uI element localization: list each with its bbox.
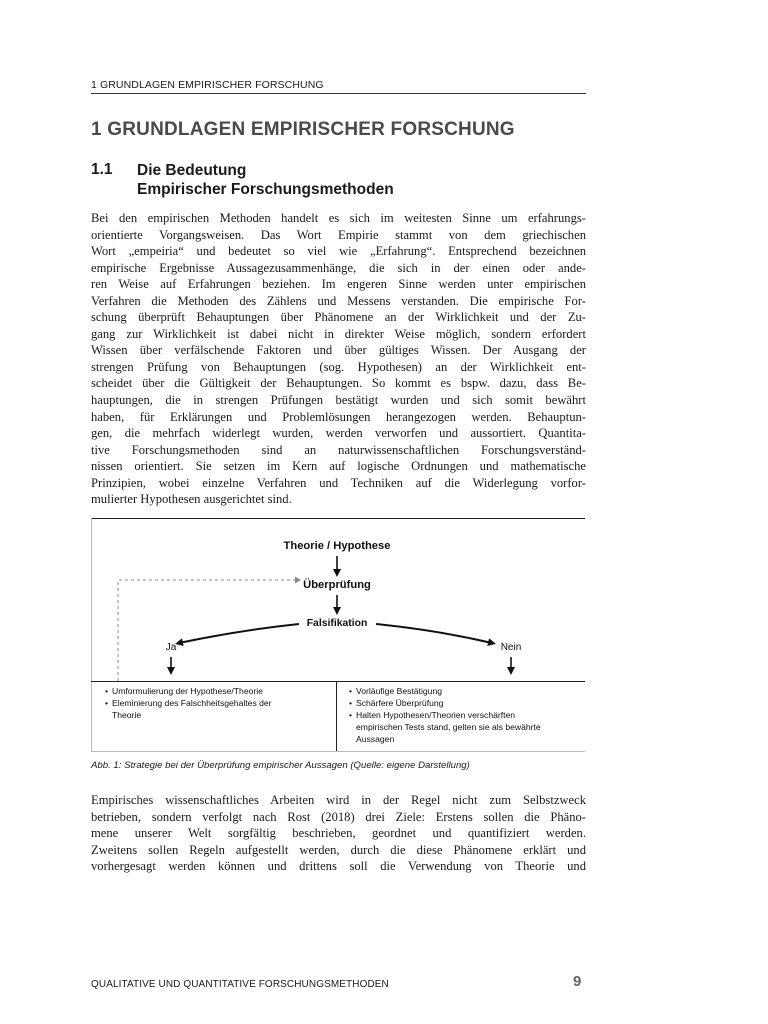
paragraph-line: nissen orientiert. Sie setzen im Kern auf logische Ordnungen und mathematische <box>91 459 586 474</box>
paragraph-line: betrieben, sondern verfolgt nach Rost (2018) drei Ziele: Erstens sollen die Phäno- <box>91 809 586 824</box>
paragraph-line: Prinzipien, wobei einzelne Verfahren und Techniken auf die Widerlegung vorfor- <box>91 475 586 490</box>
label-yes: Ja <box>165 642 177 653</box>
left-bullet-list <box>105 686 272 720</box>
running-header: 1 GRUNDLAGEN EMPIRISCHER FORSCHUNG <box>91 79 324 91</box>
paragraph-1 <box>91 210 586 508</box>
bullet-text: Eleminierung des Falschheitsgehaltes der <box>112 698 272 708</box>
node-theory-hypothesis: Theorie / Hypothese <box>283 540 391 552</box>
arrow-to-yes <box>179 624 299 643</box>
feedback-loop-dashed <box>118 580 295 681</box>
paragraph-line: empirische Ergebnisse Aussagezusammenhänge, die sich in der einen oder ande- <box>91 260 586 275</box>
section-title-line-2: Empirischer Forschungsmethoden <box>137 181 394 198</box>
header-rule <box>91 93 586 94</box>
bullet-text: Umformulierung der Hypothese/Theorie <box>112 686 263 696</box>
paragraph-line: strengen Prüfung von Behauptungen (sog. Hypothesen) an der Wirklichkeit ent- <box>91 359 586 374</box>
paragraph-line: Wort „empeiria“ und bedeutet so viel wie „Erfahrung“. Entsprechend bezeichnen <box>91 244 586 259</box>
bullet-icon: • <box>105 698 109 708</box>
figure-falsification-diagram <box>91 518 586 752</box>
paragraph-line: schung überprüft Behauptungen über Phänomene an der Wirklichkeit und der Zu- <box>91 310 586 325</box>
bullet-text: Schärfere Überprüfung <box>356 698 444 708</box>
footer-book-title: QUALITATIVE UND QUANTITATIVE FORSCHUNGSMETHODEN <box>91 979 389 990</box>
bullet-text: Aussagen <box>356 734 395 744</box>
paragraph-line: Zweitens sollen Regeln aufgestellt werden, durch die diese Phänomene erklärt und <box>91 842 586 857</box>
paragraph-line: Bei den empirischen Methoden handelt es sich im weitesten Sinne um erfahrungs- <box>91 211 586 225</box>
paragraph-line: gen, die mehrfach widerlegt wurden, werden verworfen und aussortiert. Quantita- <box>91 426 586 441</box>
paragraph-line: Empirisches wissenschaftliches Arbeiten wird in der Regel nicht zum Selbstzweck <box>91 793 586 807</box>
bullet-text: Vorläufige Bestätigung <box>356 686 443 696</box>
paragraph-line: hauptungen, die in strengen Prüfungen bestätigt wurden und sich somit bewährt <box>91 393 586 408</box>
paragraph-line: vorhergesagt werden können und drittens soll die Verwendung von Theorie und <box>91 859 586 874</box>
bullet-text: Halten Hypothesen/Theorien verschärften <box>356 710 516 720</box>
figure-caption: Abb. 1: Strategie bei der Überprüfung empirischer Aussagen (Quelle: eigene Darstellung) <box>91 760 470 771</box>
paragraph-line: scheidet über die Gültigkeit der Behauptungen. So kommt es bspw. dazu, dass Be- <box>91 376 586 391</box>
right-bullet-list <box>349 686 541 744</box>
paragraph-line: orientierte Vorgangsweisen. Das Wort Empirie stammt von dem griechischen <box>91 227 586 242</box>
paragraph-line: ren Weise auf Erfahrungen beziehen. Im engeren Sinne werden unter empirischen <box>91 277 586 292</box>
node-falsification: Falsifikation <box>306 618 368 629</box>
bullet-icon: • <box>349 710 353 720</box>
arrow-to-no <box>376 624 492 643</box>
section-title-line-1: Die Bedeutung <box>137 162 247 179</box>
section-number: 1.1 <box>91 161 113 178</box>
label-no: Nein <box>500 642 522 653</box>
paragraph-line: Verfahren die Methoden des Zählens und Messens verstanden. Die empirische For- <box>91 293 586 308</box>
paragraph-line: tive Forschungsmethoden sind an naturwissenschaftlichen Forschungsverständ- <box>91 442 586 457</box>
paragraph-line: gang zur Wirklichkeit ist dabei nicht in direkter Weise möglich, sondern erfordert <box>91 326 586 341</box>
node-testing: Überprüfung <box>303 579 371 591</box>
paragraph-line: Wissen über verfälschende Faktoren und über gültiges Wissen. Der Ausgang der <box>91 343 586 358</box>
paragraph-line: haben, für Erklärungen und Problemlösungen herangezogen werden. Behauptun- <box>91 409 586 424</box>
paragraph-2 <box>91 792 586 875</box>
feedback-arrowhead <box>295 577 301 584</box>
bullet-icon: • <box>349 686 353 696</box>
bullet-text: empirischen Tests stand, gelten sie als bewährte <box>356 722 541 732</box>
page-number: 9 <box>573 973 582 990</box>
section-title <box>137 161 394 199</box>
bullet-text: Theorie <box>112 710 142 720</box>
diagram-svg <box>91 518 586 752</box>
paragraph-line: mulierter Hypothesen ausgerichtet sind. <box>91 492 292 507</box>
paragraph-line: mene unserer Welt sorgfältig beschrieben, geordnet und quantifiziert werden. <box>91 826 586 841</box>
bullet-icon: • <box>105 686 109 696</box>
chapter-title: 1 GRUNDLAGEN EMPIRISCHER FORSCHUNG <box>91 119 515 140</box>
bullet-icon: • <box>349 698 353 708</box>
